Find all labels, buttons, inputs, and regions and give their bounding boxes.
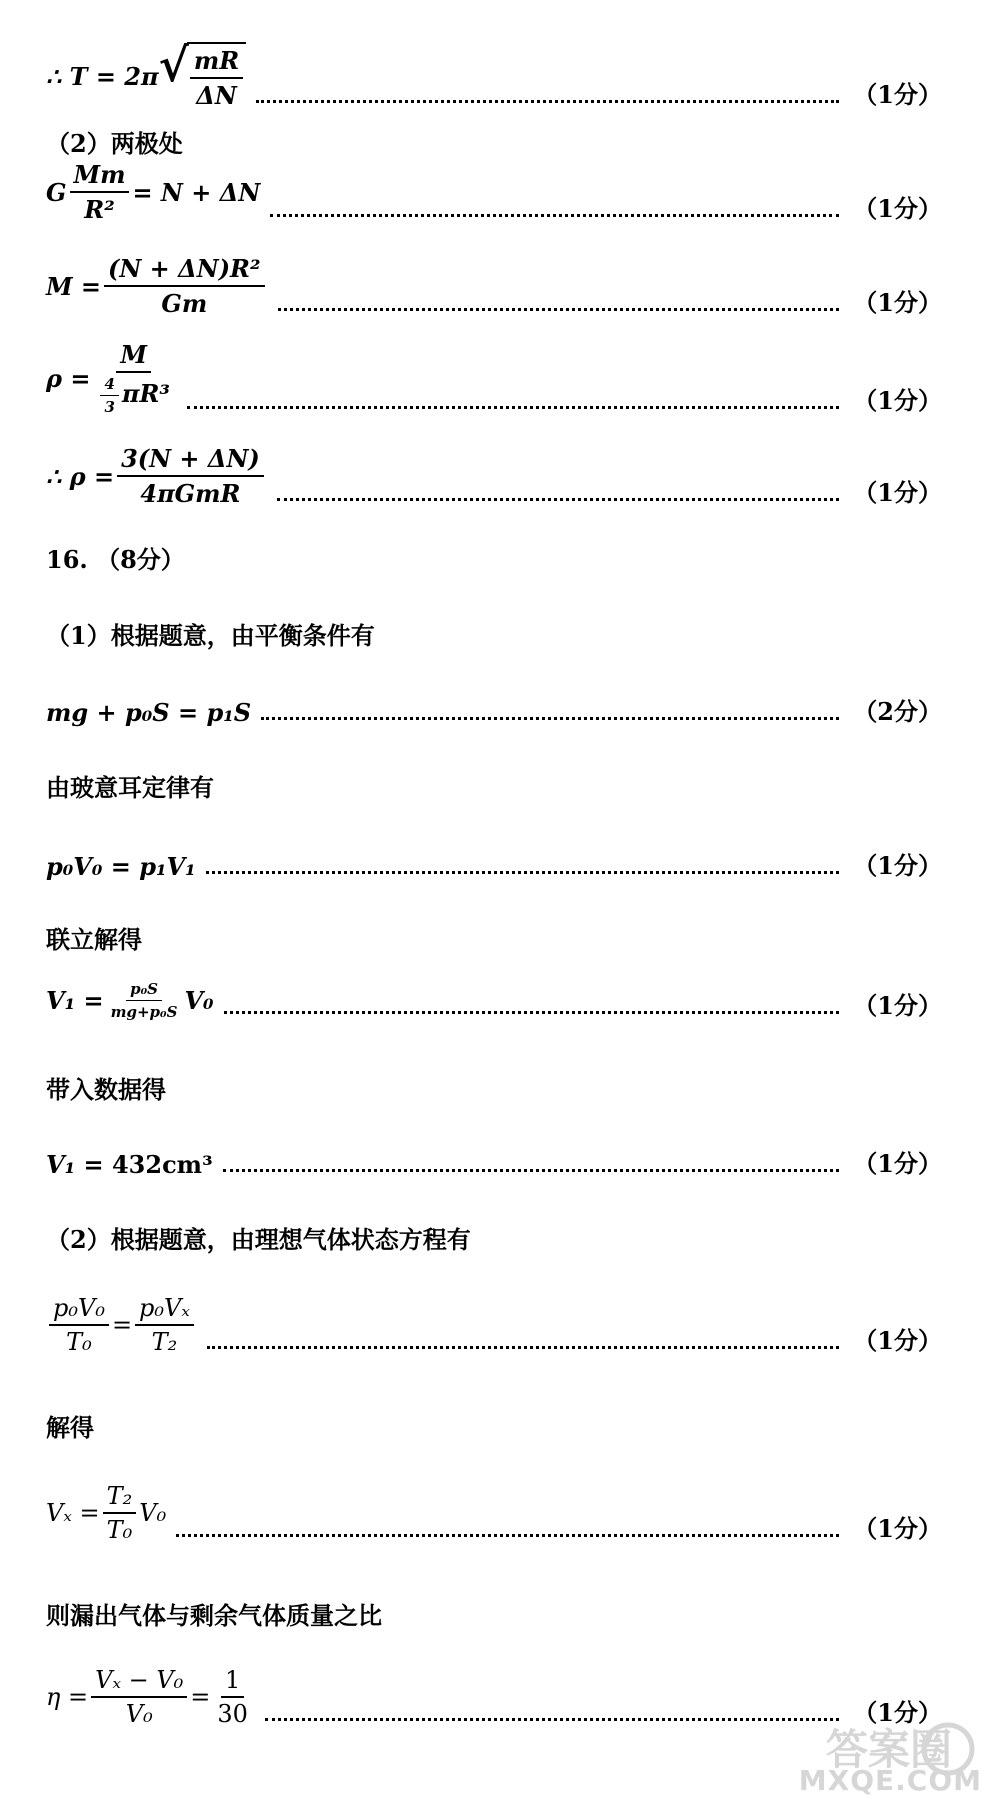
vx-equation: Vₓ = $\frac{\text{T₂}}{\text{T₀}}$ V₀	[46, 1482, 167, 1544]
score-label: （2分）	[853, 697, 942, 726]
dot-leader	[270, 214, 839, 217]
score-label: （1分）	[853, 386, 942, 415]
density-equation: ρ = M $\frac{4}{3}$ πR³	[46, 340, 170, 416]
v1-equation-line	[46, 980, 942, 1021]
q16-heading: 16. （8分）	[46, 545, 185, 574]
density-result-line	[46, 444, 942, 508]
dot-leader	[207, 1346, 839, 1349]
score-label: （1分）	[853, 1149, 942, 1178]
vx-equation-line	[46, 1482, 942, 1544]
score-label: （1分）	[853, 80, 942, 109]
q16-part2-heading: （2）根据题意，由理想气体状态方程有	[46, 1225, 471, 1254]
gravity-equation-line	[46, 160, 942, 224]
dot-leader	[206, 871, 840, 874]
v1-equation: V₁ = $\frac{\text{p₀S}}{\text{mg+p₀S}}$ V₀	[46, 980, 214, 1021]
part2-heading: （2）两极处	[46, 129, 183, 158]
score-label: （1分）	[853, 1698, 942, 1727]
dot-leader	[277, 498, 840, 501]
sqrt	[158, 38, 247, 110]
ideal-gas-equation-line	[46, 1294, 942, 1356]
score-label: （1分）	[853, 1514, 942, 1543]
q16-part1-heading: （1）根据题意，由平衡条件有	[46, 621, 375, 650]
gravity-equation: G $\frac{Mm}{\text{R²}}$ = N + ΔN	[46, 160, 261, 224]
balance-equation-line	[46, 692, 942, 727]
v1-value: V₁ = 432cm³	[46, 1150, 213, 1179]
period-formula-line	[46, 38, 942, 110]
dot-leader	[256, 100, 839, 103]
score-label: （1分）	[853, 1326, 942, 1355]
density-equation-line	[46, 340, 942, 416]
solve2-heading: 解得	[46, 1413, 94, 1442]
period-numerator: mR	[190, 46, 243, 79]
watermark-top-text: 答案圈	[825, 1725, 952, 1774]
mass-equation-line	[46, 254, 942, 318]
period-lhs: ∴ T = 2π	[46, 61, 159, 91]
ratio-heading: 则漏出气体与剩余气体质量之比	[46, 1601, 382, 1630]
score-label: （1分）	[853, 851, 942, 880]
boyle-equation-line	[46, 846, 942, 881]
balance-equation: mg + p₀S = p₁S	[46, 698, 252, 727]
score-label: （1分）	[853, 991, 942, 1020]
dot-leader	[265, 1718, 839, 1721]
period-formula	[46, 38, 246, 110]
boyle-heading: 由玻意耳定律有	[46, 773, 214, 802]
dot-leader	[261, 717, 839, 720]
density-result: ∴ ρ = $\frac{3(N + \Delta N)}{\text{4πGmR}}$	[46, 444, 267, 508]
watermark-bottom-text: MXQE.COM	[798, 1764, 982, 1797]
substitute-heading: 带入数据得	[46, 1075, 166, 1104]
mass-equation: M = $\frac{\text{(N + ΔN)R²}}{Gm}$	[46, 254, 268, 318]
score-label: （1分）	[853, 194, 942, 223]
score-label: （1分）	[853, 288, 942, 317]
dot-leader	[176, 1534, 839, 1537]
dot-leader	[187, 406, 839, 409]
ideal-gas-equation: $\frac{\text{p₀V₀}}{\text{T₀}}$ = $\frac{\text{p₀Vₓ}}{\text{T₂}}$	[46, 1294, 197, 1356]
v1-value-line	[46, 1144, 942, 1179]
dot-leader	[278, 308, 840, 311]
watermark	[798, 1717, 982, 1797]
boyle-equation: p₀V₀ = p₁V₁	[46, 852, 196, 881]
eta-equation: η = $\frac{\text{Vₓ − V₀}}{\text{V₀}}$ = $\frac{1}{30}$	[46, 1666, 248, 1728]
solve-heading: 联立解得	[46, 925, 142, 954]
radical-sign: √	[158, 38, 189, 92]
dot-leader	[223, 1169, 840, 1172]
dot-leader	[224, 1011, 840, 1014]
period-denominator: ΔN	[196, 81, 237, 110]
score-label: （1分）	[853, 478, 942, 507]
